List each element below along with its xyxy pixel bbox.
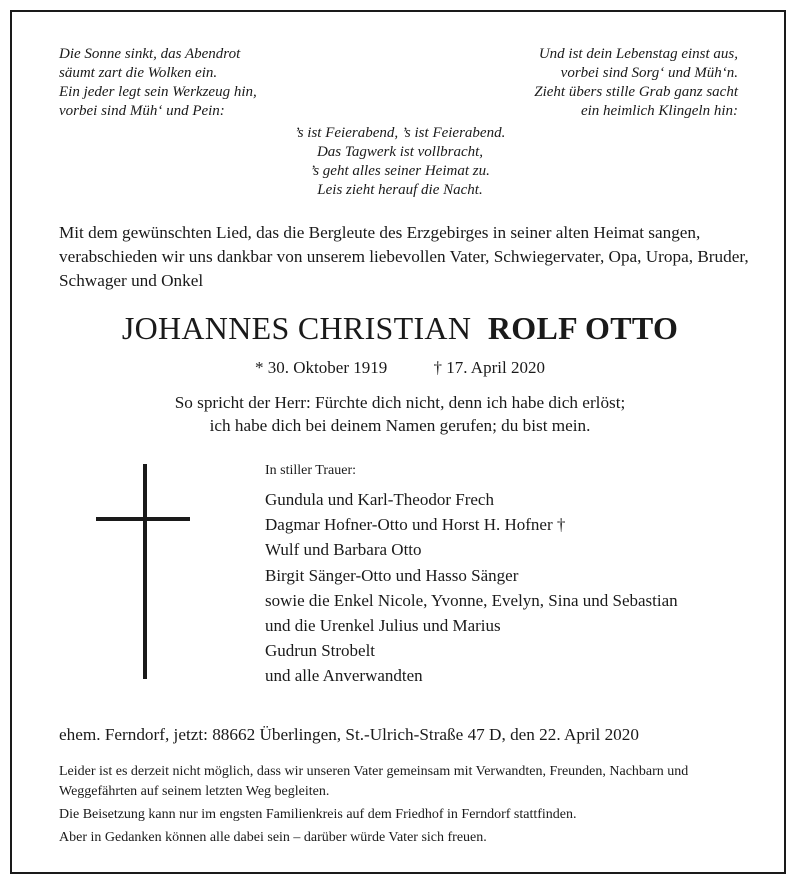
life-dates [12, 358, 788, 378]
poem-line: säumt zart die Wolken ein. [59, 65, 218, 81]
poem-line: vorbei sind Müh‘ und Pein: [59, 103, 225, 119]
deceased-surname: ROLF OTTO [487, 310, 679, 346]
note-paragraph: Die Beisetzung kann nur im engsten Familienkreis auf dem Friedhof in Ferndorf stattfinden. [59, 807, 577, 822]
mourner-entry: Gudrun Strobelt [265, 641, 376, 661]
poem-line: Leis zieht herauf die Nacht. [317, 182, 483, 198]
poem-line: Ein jeder legt sein Werkzeug hin, [59, 84, 257, 100]
poem-line: ein heimlich Klingeln hin: [580, 103, 738, 119]
mourner-entry: Birgit Sänger-Otto und Hasso Sänger [265, 565, 519, 585]
obituary-card [10, 10, 786, 874]
poem-verse-left [59, 45, 257, 121]
quote-line: So spricht der Herr: Fürchte dich nicht, denn ich habe dich erlöst; [174, 393, 626, 412]
cross-icon [143, 464, 147, 679]
mourner-entry: und alle Anverwandten [265, 666, 423, 686]
poem-verse-right [534, 45, 738, 121]
deceased-name [12, 310, 788, 347]
note-paragraph: Leider ist es derzeit nicht möglich, dass wir unseren Vater gemeinsam mit Verwandten, Freunden, Nachbarn und Weggefährten auf seinem letzten Weg begleiten. [59, 764, 689, 799]
funeral-notes [59, 762, 749, 851]
mourner-entry: Gundula und Karl-Theodor Frech [265, 490, 494, 509]
mourner-entry: und die Urenkel Julius und Marius [265, 616, 501, 636]
poem-chorus [12, 124, 788, 200]
mourners-heading: In stiller Trauer: [265, 463, 356, 478]
note-paragraph: Aber in Gedanken können alle dabei sein – darüber würde Vater sich freuen. [59, 830, 487, 845]
poem-line: Das Tagwerk ist vollbracht, [316, 144, 484, 160]
mourners-list [265, 461, 678, 689]
death-date: † 17. April 2020 [433, 358, 545, 377]
deceased-given-names: JOHANNES CHRISTIAN [121, 310, 472, 346]
mourner-entry: sowie die Enkel Nicole, Yvonne, Evelyn, Sina und Sebastian [265, 590, 678, 610]
poem-line: Zieht übers stille Grab ganz sacht [534, 84, 738, 100]
place-and-date: ehem. Ferndorf, jetzt: 88662 Überlingen, St.-Ulrich-Straße 47 D, den 22. April 2020 [59, 725, 639, 744]
quote-line: ich habe dich bei deinem Namen gerufen; du bist mein. [209, 416, 591, 435]
poem-line: ’s ist Feierabend, ’s ist Feierabend. [294, 125, 506, 141]
poem-line: Und ist dein Lebenstag einst aus, [538, 46, 738, 62]
poem-line: ’s geht alles seiner Heimat zu. [310, 163, 490, 179]
poem-line: vorbei sind Sorg‘ und Müh‘n. [560, 65, 738, 81]
bible-quote [12, 391, 788, 437]
mourner-entry: Wulf und Barbara Otto [265, 540, 422, 560]
poem-line: Die Sonne sinkt, das Abendrot [59, 46, 241, 62]
intro-text: Mit dem gewünschten Lied, das die Bergleute des Erzgebirges in seiner alten Heimat sangen, verabschieden wir uns dankbar von unserem liebevollen Vater, Schwiegervater, Opa, Uropa, Bruder, Schwager und Onkel [59, 223, 749, 290]
cross-icon-bar [96, 517, 190, 521]
birth-date: * 30. Oktober 1919 [255, 358, 388, 377]
mourner-entry: Dagmar Hofner-Otto und Horst H. Hofner † [265, 515, 566, 535]
